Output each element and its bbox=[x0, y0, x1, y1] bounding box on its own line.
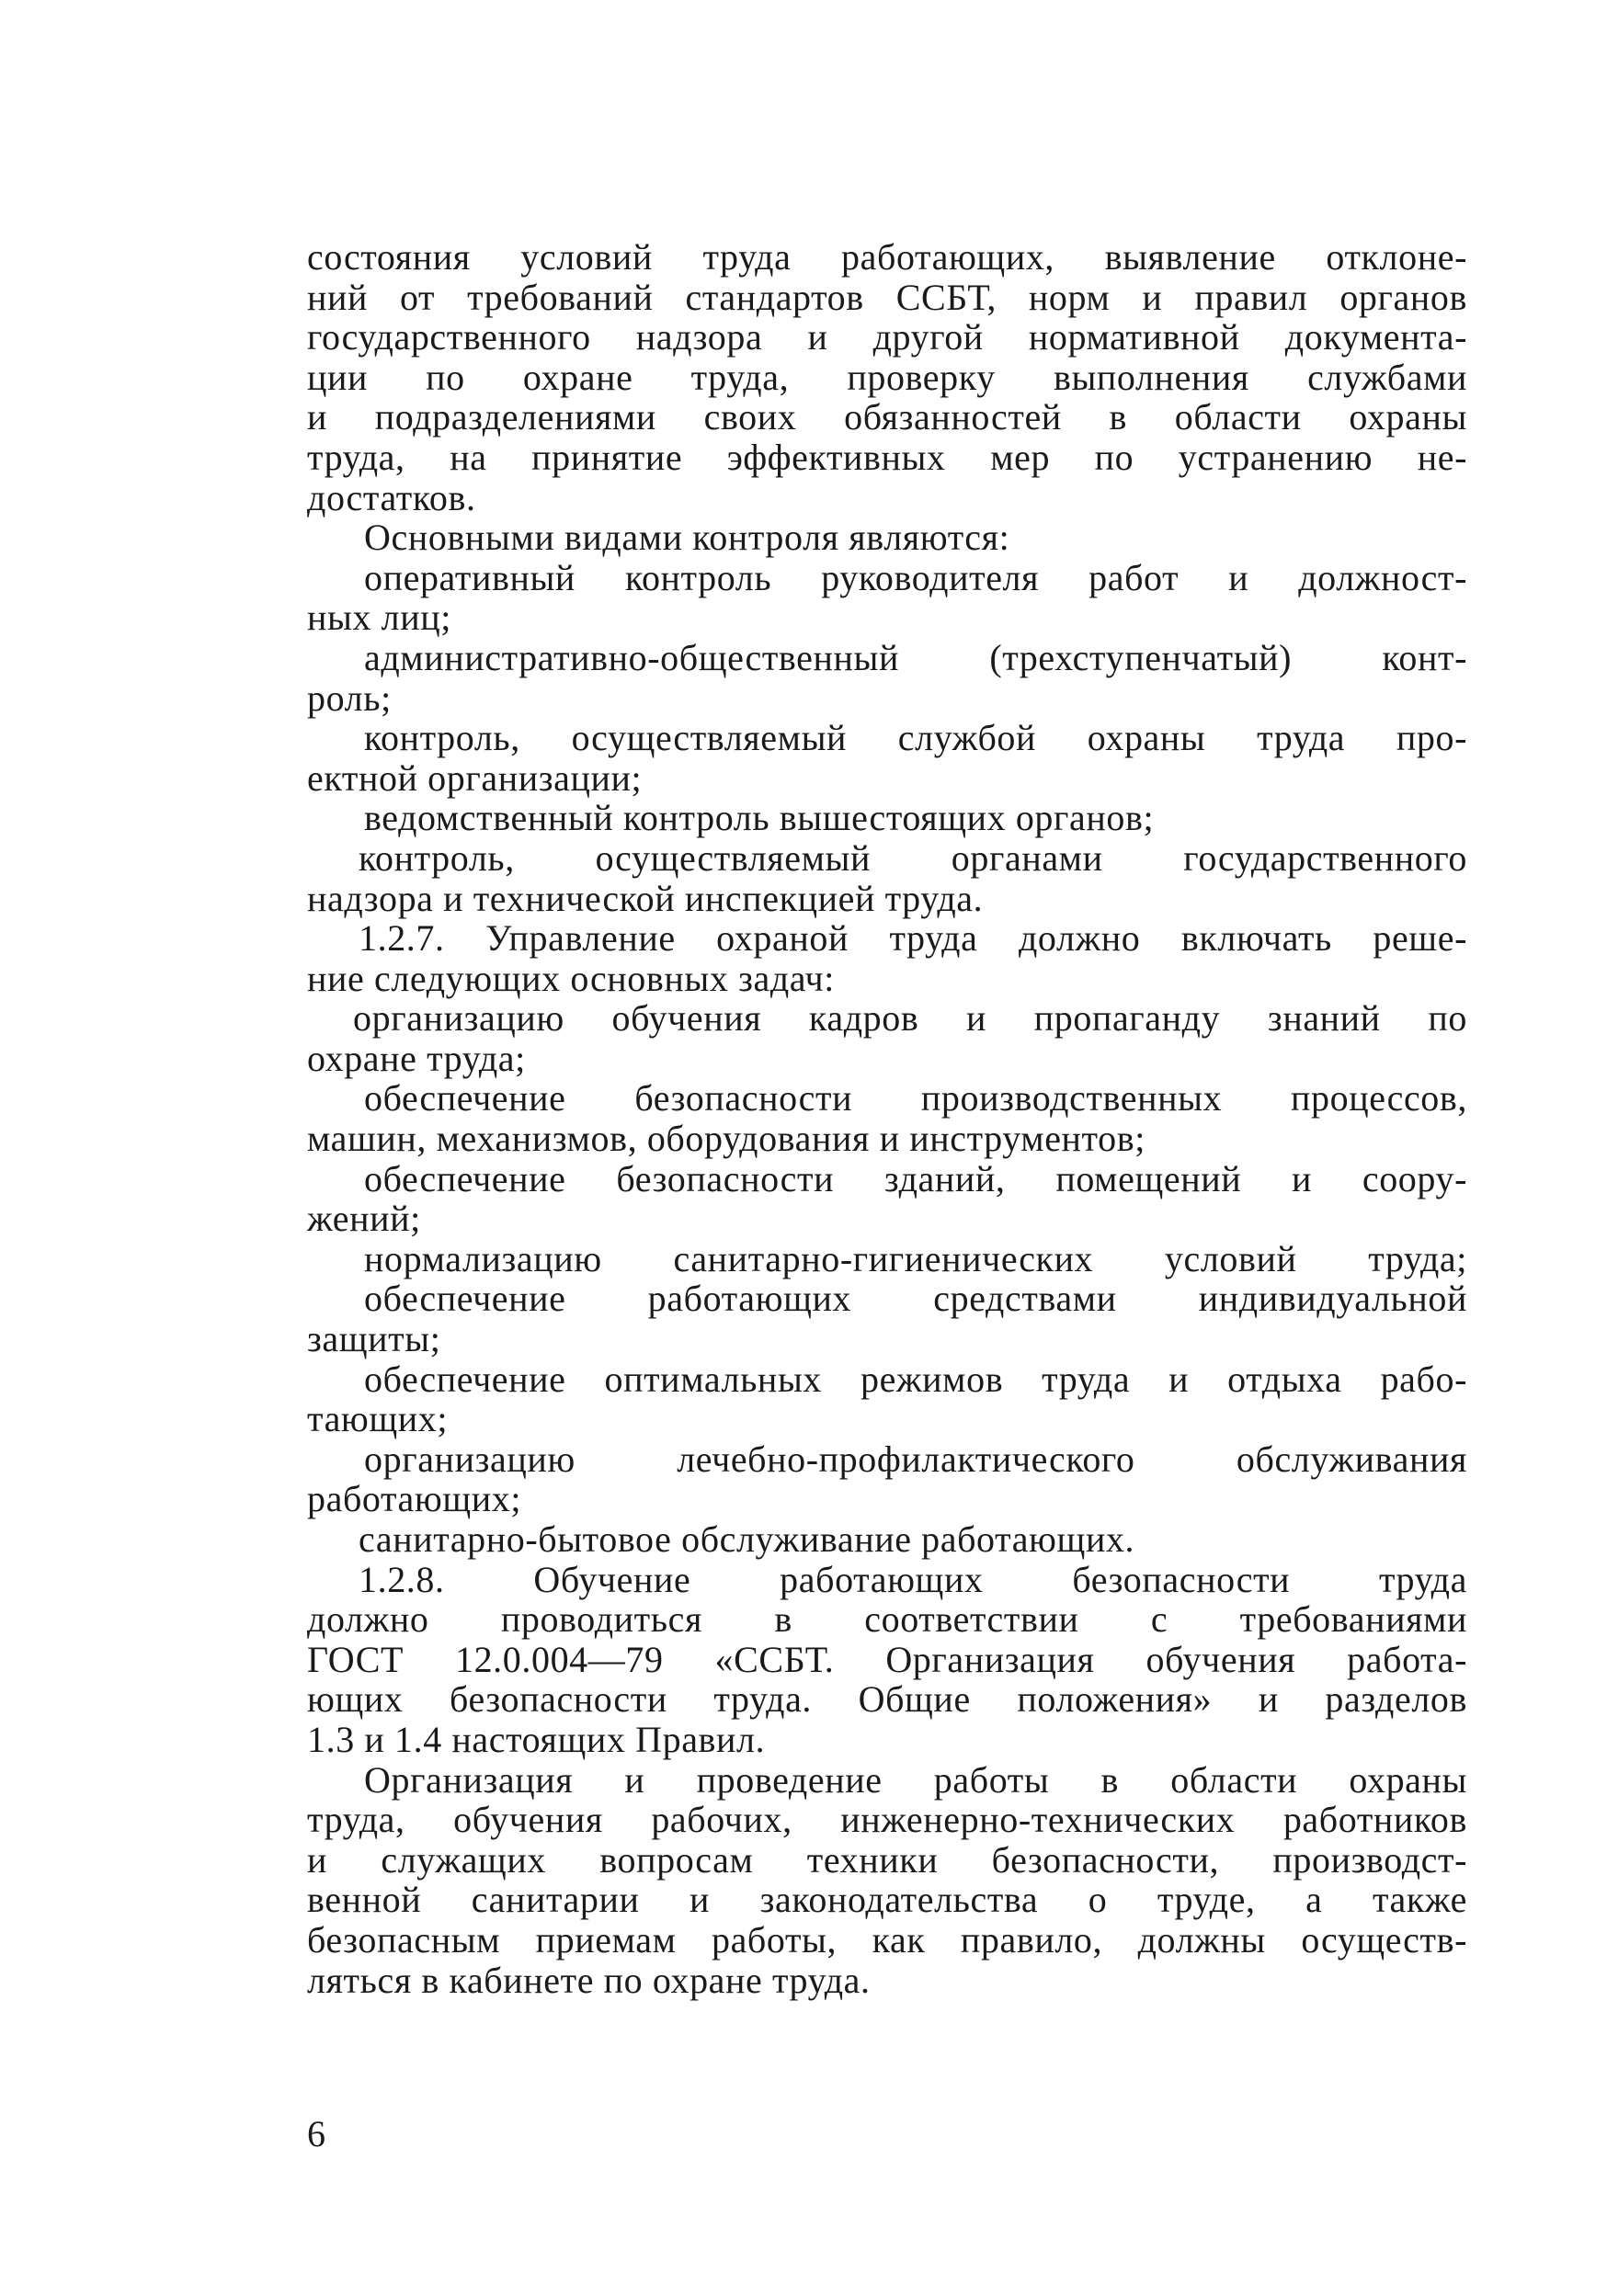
text-line: жений; bbox=[307, 1198, 421, 1240]
text-line: состояния условий труда работающих, выявление отклоне- bbox=[307, 236, 1467, 278]
text-line: нормализацию санитарно-гигиенических условий труда; bbox=[364, 1237, 1467, 1279]
text-line: надзора и технической инспекцией труда. bbox=[307, 877, 984, 919]
text-line: организацию лечебно-профилактического обслуживания bbox=[364, 1438, 1467, 1480]
text-line: ектной организации; bbox=[307, 756, 643, 799]
text-line: ведомственный контроль вышестоящих органов; bbox=[364, 797, 1155, 839]
text-line: ции по охране труда, проверку выполнения службами bbox=[307, 356, 1467, 398]
text-line: санитарно-бытовое обслуживание работающих. bbox=[359, 1518, 1135, 1560]
text-line: оперативный контроль руководителя работ и должност- bbox=[364, 556, 1467, 598]
text-line: обеспечение работающих средствами индивидуальной bbox=[364, 1278, 1467, 1320]
text-line: охране труда; bbox=[307, 1037, 526, 1079]
text-line: защиты; bbox=[307, 1318, 441, 1360]
text-line: труда, на принятие эффективных мер по устранению не- bbox=[307, 436, 1467, 478]
text-line: контроль, осуществляемый службой охраны труда про- bbox=[364, 717, 1467, 759]
text-line: ющих безопасности труда. Общие положения» и разделов bbox=[307, 1678, 1467, 1721]
text-line: Основными видами контроля являются: bbox=[364, 517, 1010, 559]
text-line: достатков. bbox=[307, 476, 476, 518]
text-line: ГОСТ 12.0.004—79 «ССБТ. Организация обучения работа- bbox=[307, 1638, 1467, 1680]
text-line: венной санитарии и законодательства о труде, а также bbox=[307, 1879, 1467, 1921]
text-line: машин, механизмов, оборудования и инструментов; bbox=[307, 1118, 1145, 1160]
text-line: роль; bbox=[307, 676, 392, 719]
text-line: 1.3 и 1.4 настоящих Правил. bbox=[307, 1718, 766, 1760]
text-line: обеспечение безопасности производственных процессов, bbox=[364, 1077, 1467, 1120]
text-line: тающих; bbox=[307, 1398, 449, 1440]
text-line: работающих; bbox=[307, 1478, 522, 1520]
text-line: и служащих вопросам техники безопасности, производст- bbox=[307, 1838, 1467, 1881]
text-line: организацию обучения кадров и пропаганду знаний по bbox=[353, 997, 1467, 1040]
text-line: и подразделениями своих обязанностей в области охраны bbox=[307, 396, 1467, 438]
text-line: ние следующих основных задач: bbox=[307, 957, 835, 999]
text-line: обеспечение безопасности зданий, помещений и соору- bbox=[364, 1157, 1467, 1199]
text-line: должно проводиться в соответствии с требованиями bbox=[307, 1598, 1467, 1641]
text-line: ний от требований стандартов ССБТ, норм и правил органов bbox=[307, 276, 1467, 318]
text-line: государственного надзора и другой нормативной документа- bbox=[307, 316, 1467, 358]
text-line: 1.2.7. Управление охраной труда должно включать реше- bbox=[359, 917, 1467, 960]
text-line: безопасным приемам работы, как правило, должны осуществ- bbox=[307, 1918, 1467, 1961]
text-line: 1.2.8. Обучение работающих безопасности труда bbox=[359, 1558, 1467, 1600]
text-line: контроль, осуществляемый органами государственного bbox=[359, 836, 1467, 879]
text-line: Организация и проведение работы в области охраны bbox=[364, 1758, 1467, 1801]
text-line: ляться в кабинете по охране труда. bbox=[307, 1959, 871, 2001]
text-line: административно-общественный (трехступенчатый) конт- bbox=[364, 636, 1467, 678]
text-line: ных лиц; bbox=[307, 597, 451, 639]
page-number: 6 bbox=[307, 2113, 325, 2154]
text-line: труда, обучения рабочих, инженерно-технических работников bbox=[307, 1799, 1467, 1841]
text-line: обеспечение оптимальных режимов труда и отдыха рабо- bbox=[364, 1358, 1467, 1400]
body-text bbox=[307, 237, 1467, 2000]
